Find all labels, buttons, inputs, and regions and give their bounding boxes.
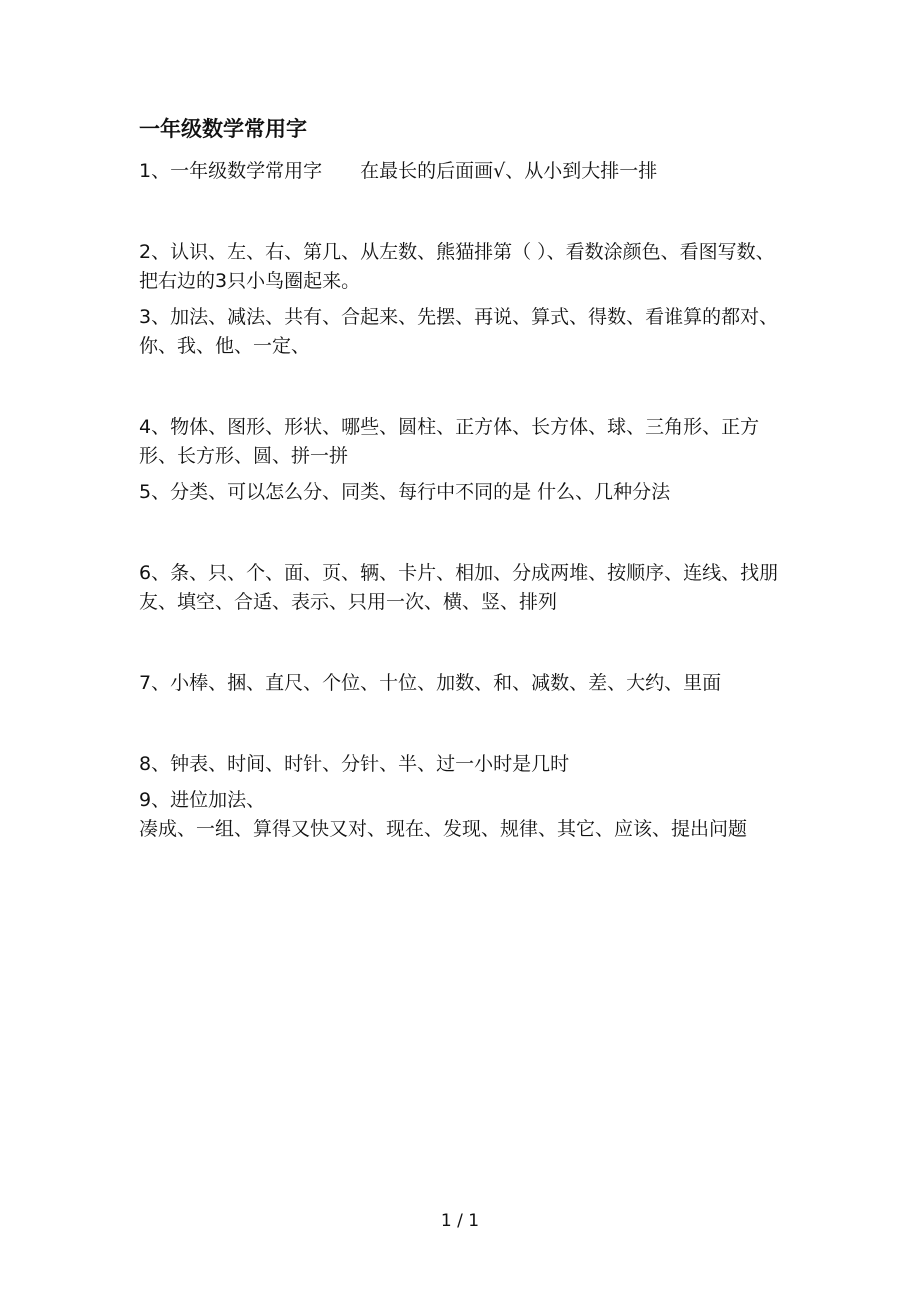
paragraph-9: 9、进位加法、 <box>139 789 266 811</box>
paragraph-7: 7、小棒、捆、直尺、个位、十位、加数、和、减数、差、大约、里面 <box>139 672 722 694</box>
paragraph-3: 3、加法、减法、共有、合起来、先摆、再说、算式、得数、看谁算的都对、你、我、他、一定、 <box>139 306 779 357</box>
paragraph-4: 4、物体、图形、形状、哪些、圆柱、正方体、长方体、球、三角形、正方形、长方形、圆、拼一拼 <box>139 416 760 467</box>
document-body <box>139 114 789 844</box>
document-title: 一年级数学常用字 <box>139 117 307 141</box>
paragraph-5: 5、分类、可以怎么分、同类、每行中不同的是 什么、几种分法 <box>139 481 671 503</box>
paragraph-1: 1、一年级数学常用字 在最长的后面画√、从小到大排一排 <box>139 160 658 182</box>
paragraph-6: 6、条、只、个、面、页、辆、卡片、相加、分成两堆、按顺序、连线、找朋友、填空、合适、表示、只用一次、横、竖、排列 <box>139 562 779 613</box>
paragraph-8: 8、钟表、时间、时针、分针、半、过一小时是几时 <box>139 753 570 775</box>
page-number: 1 / 1 <box>440 1211 480 1231</box>
paragraph-2: 2、认识、左、右、第几、从左数、熊猫排第（ ）、看数涂颜色、看图写数、把右边的3只小鸟圈起来。 <box>139 241 775 292</box>
paragraph-10: 凑成、一组、算得又快又对、现在、发现、规律、其它、应该、提出问题 <box>139 818 748 840</box>
